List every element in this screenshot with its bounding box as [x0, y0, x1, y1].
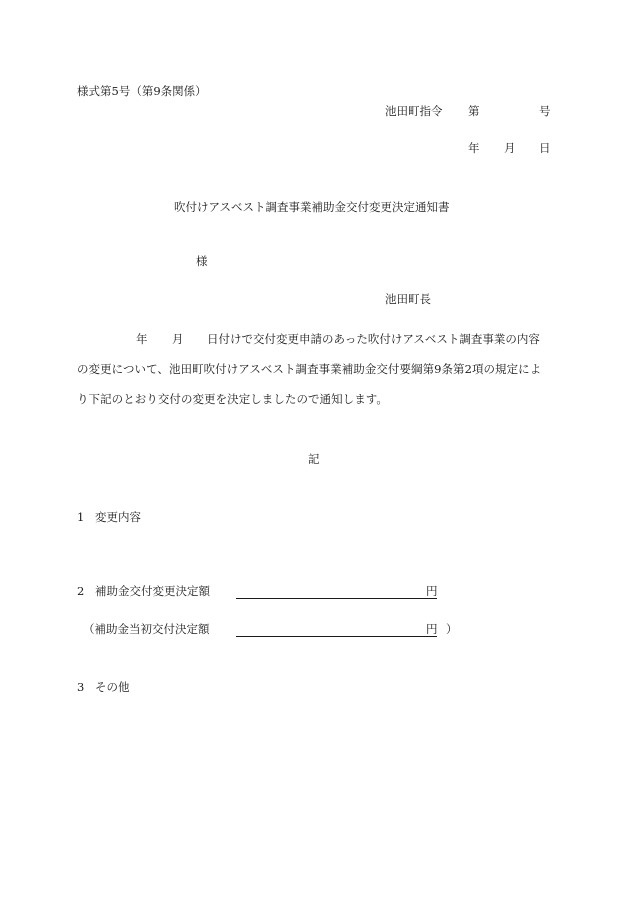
form-number: 様式第5号（第9条関係） [77, 84, 207, 98]
date-year-label: 年 [468, 141, 480, 155]
document-title: 吹付けアスベスト調査事業補助金交付変更決定通知書 [174, 200, 450, 214]
item-2-original-amount-line [236, 636, 437, 637]
item-2-number: 2 [77, 584, 85, 598]
item-1-number: 1 [77, 510, 85, 524]
body-date-year: 年 [136, 332, 148, 346]
body-line-3: り下記のとおり交付の変更を決定しましたので通知します。 [77, 392, 388, 406]
body-line-2: の変更について、池田町吹付けアスベスト調査事業補助金交付要綱第9条第2項の規定によ [77, 362, 542, 376]
directive-issuer: 池田町指令 [385, 104, 443, 118]
item-2-original-label: （補助金当初交付決定額 [83, 622, 210, 636]
body-line-1: 日付けで交付変更申請のあった吹付けアスベスト調査事業の内容 [207, 332, 540, 346]
date-month-label: 月 [504, 141, 516, 155]
sender-name: 池田町長 [385, 292, 431, 306]
item-2-label: 補助金交付変更決定額 [95, 584, 210, 598]
body-date-month: 月 [172, 332, 184, 346]
directive-number-suffix: 号 [539, 104, 551, 118]
item-3-number: 3 [77, 680, 85, 694]
item-1-label: 変更内容 [95, 510, 141, 524]
item-2-original-unit: 円 [426, 622, 438, 636]
item-3-label: その他 [95, 680, 130, 694]
item-2-unit: 円 [426, 584, 438, 598]
date-day-label: 日 [539, 141, 551, 155]
ki-heading: 記 [308, 452, 320, 466]
item-2-amount-line [236, 598, 437, 599]
item-2-original-close: ） [446, 622, 458, 636]
recipient-honorific: 様 [196, 254, 208, 268]
directive-number-prefix: 第 [468, 104, 480, 118]
